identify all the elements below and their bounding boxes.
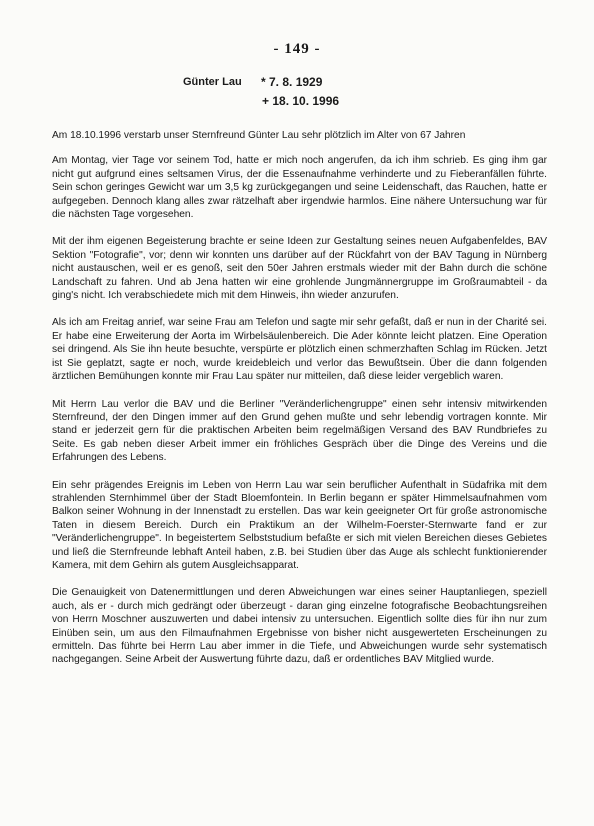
paragraph-4: Als ich am Freitag anrief, war seine Frau am Telefon und sagte mir sehr gefaßt, daß er nun in der Charité sei. Er habe eine Erweiterung der Aorta im Wirbelsäulenbereich. Die Ader könnte leicht platzen. Eine Operation sei dringend. Als Sie ihn heute besuchte, verspürte er plötzlich einen schmerzhaften Schlag im Rücken. Jetzt ist Sie geplatzt, sagte er noch, wurde kreidebleich und verlor das Bewußtsein. Über die dann folgenden ärztlichen Bemühungen konnte mir Frau Lau später nur mitteilen, daß diese leider vergeblich waren.	[52, 317, 547, 383]
paragraph-7: Die Genauigkeit von Datenermittlungen und deren Abweichungen war eines seiner Hauptanliegen, speziell auch, als er - durch mich gedrängt oder überzeugt - daran ging einzelne fotografische Beobachtungsreihen von Herrn Moschner auszuwerten und dabei intensiv zu untersuchen. Eigentlich sollte dies für ihn nur zum Einüben sein, um aus den Filmaufnahmen Ergebnisse von bisher nicht ausgewerteten Erscheinungen zu ermitteln. Das führte bei Herrn Lau aber immer in die Tiefe, und Abweichungen wurde sehr systematisch nachgegangen. Seine Arbeit der Auswertung führte dazu, daß er ordentliches BAV Mitglied wurde.	[52, 587, 547, 666]
paragraph-6: Ein sehr prägendes Ereignis im Leben von Herrn Lau war sein beruflicher Aufenthalt in Südafrika mit dem strahlenden Sternhimmel über der Stadt Bloemfontein. In Berlin begann er später Himmelsaufnahmen vom Balkon seiner Wohnung in der Innenstadt zu erstellen. Das war kein geeigneter Ort für große astronomische Taten in diesem Bereich. Durch ein Praktikum an der Wilhelm-Foerster-Sternwarte fand er zur "Veränderlichengruppe". In begeistertem Selbststudium befaßte er sich mit vielen Bereichen dieses Gebietes und ließ die Sternfreunde lebhaft Anteil haben, z.B. bei Studien über das Auge als schlecht funktionierender Kamera, mit dem Gehirn als gutem Ausgleichsapparat.	[52, 479, 547, 571]
paragraph-1: Am 18.10.1996 verstarb unser Sternfreund Günter Lau sehr plötzlich im Alter von 67 Jahren	[52, 130, 466, 141]
obituary-name: Günter Lau	[183, 76, 242, 88]
death-date: + 18. 10. 1996	[262, 94, 340, 108]
obituary-body	[52, 129, 547, 681]
birth-date: * 7. 8. 1929	[261, 75, 323, 89]
page-number: - 149 -	[273, 41, 321, 57]
paragraph-3: Mit der ihm eigenen Begeisterung brachte er seine Ideen zur Gestaltung seines neuen Aufgabenfeldes, BAV Sektion "Fotografie", vor; denn wir konnten uns darüber auf der Rückfahrt von der BAV Tagung in Nürnberg nicht austauschen, weil er es genoß, seit den 50er Jahren erstmals wieder mit der Bahn durch die schöne Landschaft zu fahren. Und ab Jena hatten wir eine grohlende Jungmännergruppe im Großraumabteil - da ging's nicht. Ich verabschiedete mich mit dem Hinweis, ihn wieder anzurufen.	[52, 236, 547, 302]
paragraph-5: Mit Herrn Lau verlor die BAV und die Berliner "Veränderlichengruppe" einen sehr intensiv mitwirkenden Sternfreund, der den Dingen immer auf den Grund gehen mußte und sehr lebendig vortragen konnte. Mir stand er jederzeit gern für die praktischen Arbeiten beim regelmäßigen Versand des BAV Rundbriefes zu Seite. Es gab neben dieser Arbeit immer ein fröhliches Gespräch über die Dinge des Vereins und die Erfahrungen des Lebens.	[52, 398, 547, 464]
paragraph-2: Am Montag, vier Tage vor seinem Tod, hatte er mich noch angerufen, da ich ihm schrieb. Es ging ihm gar nicht gut aufgrund eines seltsamen Virus, der die Essenaufnahme verhinderte und zu Fieberanfällen führte. Sein schon geringes Gewicht war um 3,5 kg zurückgegangen und seine Leidenschaft, das Rauchen, hatte er aufgegeben. Dennoch klang alles zwar rätzelhaft aber irgendwie harmlos. Eine nähere Untersuchung war für die nächsten Tage vorgesehen.	[52, 155, 547, 221]
